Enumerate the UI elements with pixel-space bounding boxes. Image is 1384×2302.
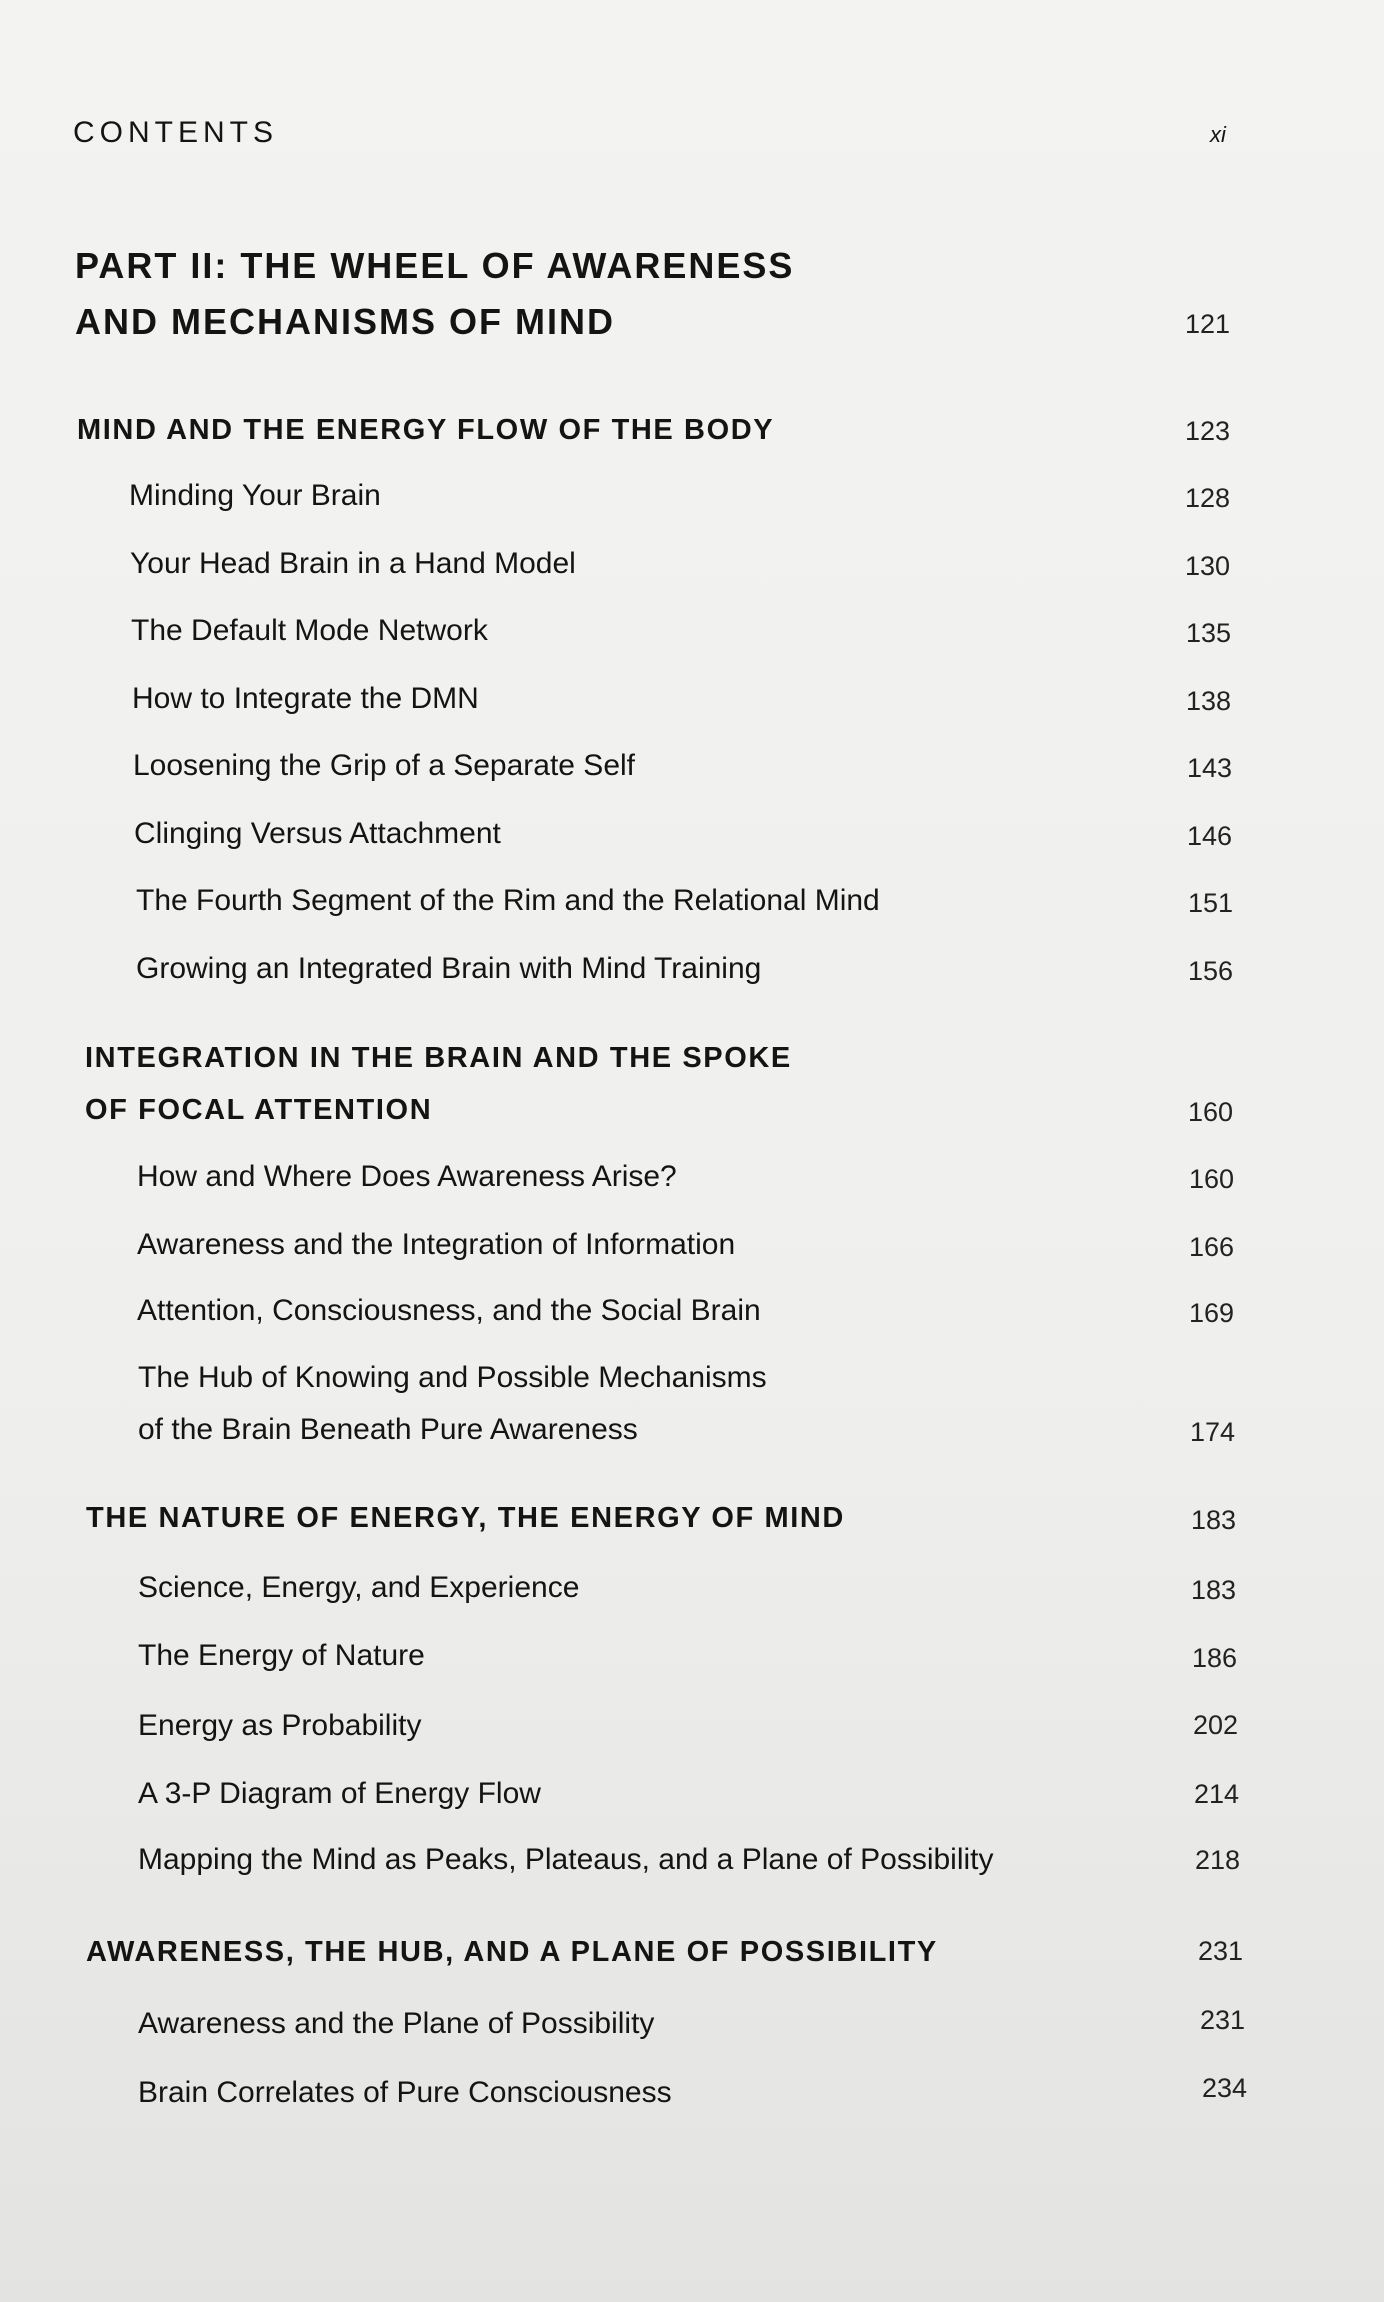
- toc-item: Brain Correlates of Pure Consciousness: [138, 2076, 672, 2109]
- chapter-title: THE NATURE OF ENERGY, THE ENERGY OF MIND: [86, 1502, 845, 1534]
- toc-item: The Default Mode Network: [131, 614, 488, 647]
- toc-item-page: 151: [1187, 888, 1233, 918]
- toc-item-page: 138: [1185, 686, 1231, 716]
- toc-item: Loosening the Grip of a Separate Self: [133, 749, 636, 782]
- toc-item: Clinging Versus Attachment: [134, 817, 501, 850]
- toc-item-page: 234: [1201, 2073, 1247, 2103]
- toc-item-page: 174: [1189, 1417, 1235, 1447]
- chapter-title-line2: OF FOCAL ATTENTION: [85, 1094, 433, 1126]
- toc-item: Growing an Integrated Brain with Mind Training: [136, 952, 762, 985]
- toc-item: Your Head Brain in a Hand Model: [130, 547, 576, 580]
- toc-item-page: 128: [1184, 483, 1230, 513]
- toc-item-page: 186: [1191, 1643, 1237, 1673]
- toc-item: Science, Energy, and Experience: [138, 1571, 580, 1604]
- chapter-title: AWARENESS, THE HUB, AND A PLANE OF POSSIBILITY: [86, 1936, 938, 1968]
- running-head: CONTENTS: [73, 116, 278, 149]
- folio: xi: [1210, 122, 1226, 147]
- toc-item: The Hub of Knowing and Possible Mechanisms: [138, 1361, 767, 1394]
- toc-item: A 3-P Diagram of Energy Flow: [138, 1777, 541, 1810]
- toc-item-page: 214: [1193, 1779, 1239, 1809]
- toc-item: Attention, Consciousness, and the Social Brain: [137, 1294, 761, 1327]
- chapter-page: 231: [1197, 1936, 1243, 1966]
- part-page: 121: [1184, 309, 1230, 339]
- toc-item-page: 143: [1186, 753, 1232, 783]
- toc-item: Minding Your Brain: [129, 479, 381, 512]
- toc-item: The Fourth Segment of the Rim and the Relational Mind: [136, 884, 880, 917]
- toc-item-page: 130: [1184, 551, 1230, 581]
- toc-item: How to Integrate the DMN: [132, 682, 479, 715]
- chapter-page: 183: [1190, 1505, 1236, 1535]
- part-title: PART II: THE WHEEL OF AWARENESS: [75, 245, 795, 286]
- toc-item: Awareness and the Integration of Information: [137, 1228, 736, 1261]
- toc-item: Awareness and the Plane of Possibility: [138, 2007, 655, 2040]
- toc-item-page: 160: [1188, 1164, 1234, 1194]
- toc-item-page: 166: [1188, 1232, 1234, 1262]
- toc-item-page: 218: [1194, 1845, 1240, 1875]
- chapter-title: INTEGRATION IN THE BRAIN AND THE SPOKE: [85, 1042, 792, 1074]
- toc-item-page: 135: [1185, 618, 1231, 648]
- toc-item-page: 169: [1188, 1298, 1234, 1328]
- toc-item: Mapping the Mind as Peaks, Plateaus, and a Plane of Possibility: [138, 1843, 994, 1876]
- toc-item-page: 156: [1187, 956, 1233, 986]
- toc-item: Energy as Probability: [138, 1709, 422, 1742]
- chapter-title: MIND AND THE ENERGY FLOW OF THE BODY: [77, 414, 775, 446]
- toc-item-page: 231: [1199, 2005, 1245, 2035]
- toc-item: The Energy of Nature: [138, 1639, 425, 1672]
- toc-item-page: 202: [1192, 1710, 1238, 1740]
- chapter-page: 160: [1187, 1097, 1233, 1127]
- toc-item-line2: of the Brain Beneath Pure Awareness: [138, 1413, 638, 1446]
- toc-item: How and Where Does Awareness Arise?: [137, 1160, 677, 1193]
- toc-item-page: 146: [1186, 821, 1232, 851]
- chapter-page: 123: [1184, 416, 1230, 446]
- part-title-line2: AND MECHANISMS OF MIND: [75, 301, 615, 342]
- toc-item-page: 183: [1190, 1575, 1236, 1605]
